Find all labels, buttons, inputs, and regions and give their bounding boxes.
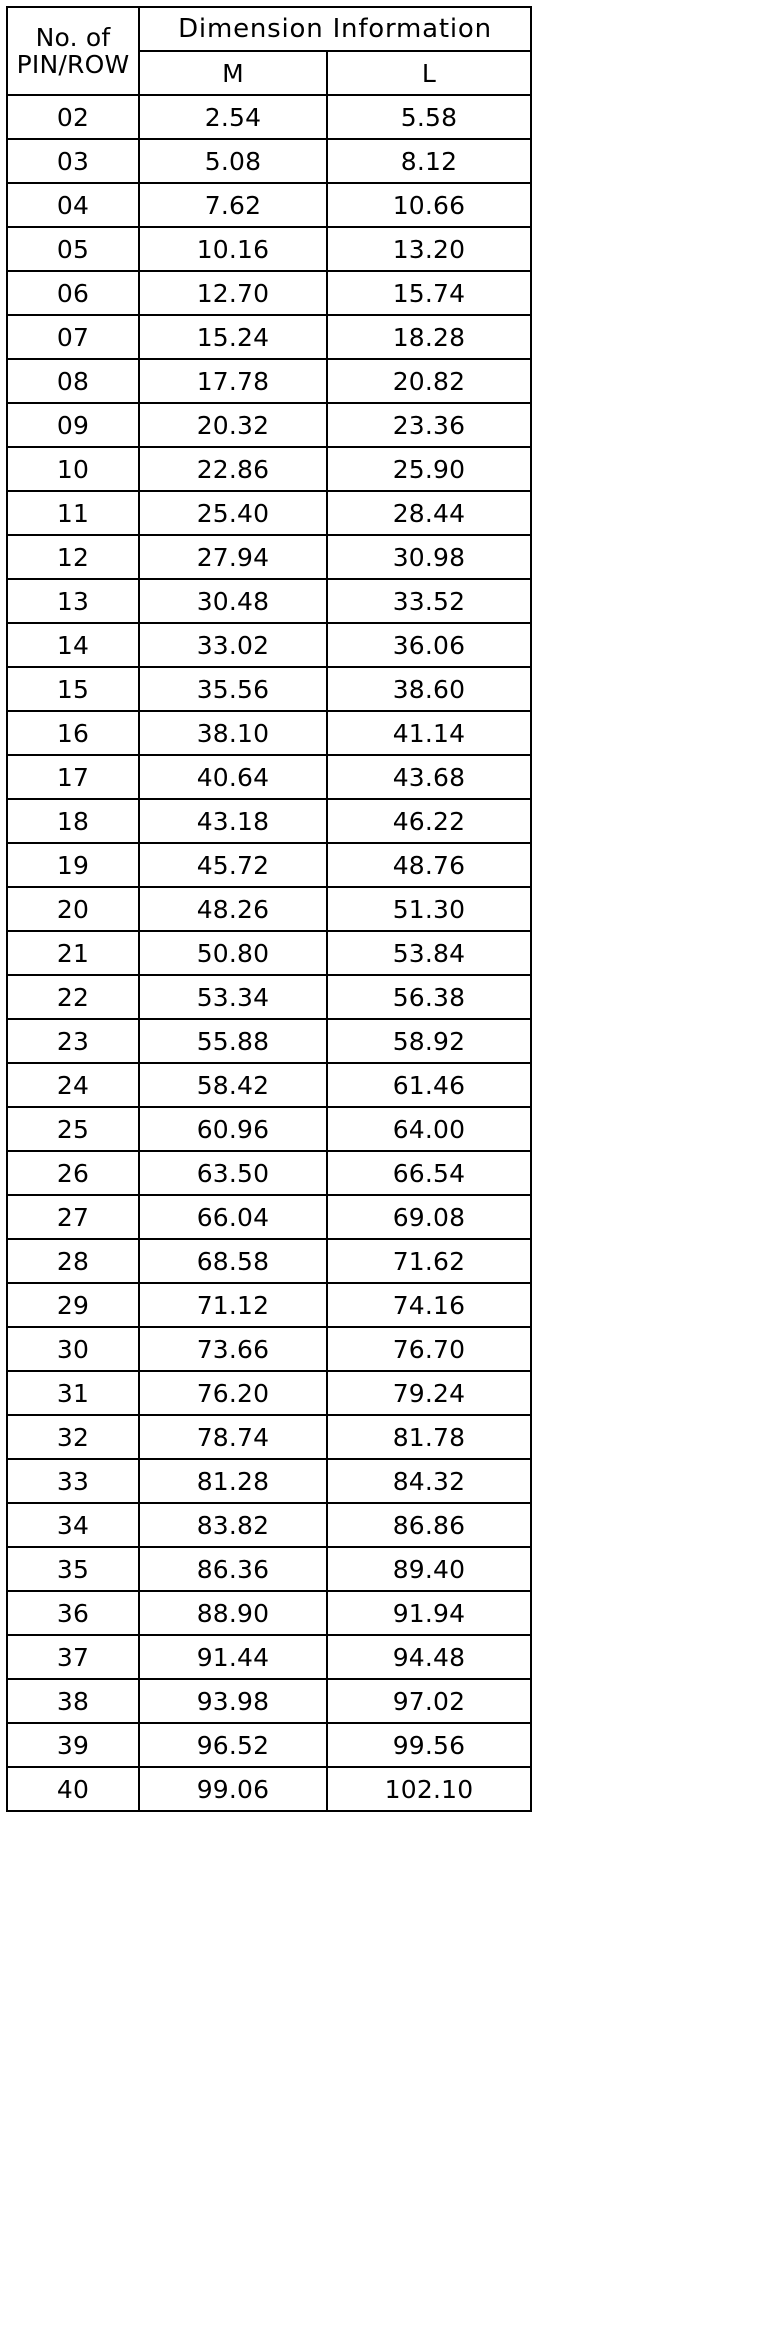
cell-pin-count: 24	[7, 1063, 139, 1107]
table-row	[7, 315, 531, 359]
cell-dimension-m: 78.74	[139, 1415, 327, 1459]
column-header-pin-line1: No. of	[35, 23, 111, 52]
cell-dimension-m: 27.94	[139, 535, 327, 579]
cell-dimension-m: 20.32	[139, 403, 327, 447]
cell-dimension-l: 30.98	[327, 535, 531, 579]
cell-dimension-m: 33.02	[139, 623, 327, 667]
cell-pin-count: 38	[7, 1679, 139, 1723]
table-row	[7, 1723, 531, 1767]
table-row	[7, 1107, 531, 1151]
cell-dimension-m: 43.18	[139, 799, 327, 843]
table-body	[7, 95, 531, 1811]
cell-dimension-m: 17.78	[139, 359, 327, 403]
table-row	[7, 623, 531, 667]
cell-dimension-m: 25.40	[139, 491, 327, 535]
cell-dimension-m: 66.04	[139, 1195, 327, 1239]
cell-dimension-l: 8.12	[327, 139, 531, 183]
table-row	[7, 1503, 531, 1547]
table-row	[7, 755, 531, 799]
cell-pin-count: 23	[7, 1019, 139, 1063]
cell-dimension-l: 43.68	[327, 755, 531, 799]
cell-dimension-l: 51.30	[327, 887, 531, 931]
dimension-information-label: Dimension Information	[178, 14, 492, 44]
cell-dimension-l: 86.86	[327, 1503, 531, 1547]
cell-dimension-l: 10.66	[327, 183, 531, 227]
column-header-m: M	[139, 51, 327, 95]
cell-dimension-l: 71.62	[327, 1239, 531, 1283]
cell-dimension-l: 20.82	[327, 359, 531, 403]
cell-dimension-m: 15.24	[139, 315, 327, 359]
column-header-pin-line2: PIN/ROW	[16, 50, 130, 79]
cell-pin-count: 05	[7, 227, 139, 271]
cell-pin-count: 18	[7, 799, 139, 843]
cell-dimension-l: 18.28	[327, 315, 531, 359]
cell-dimension-l: 66.54	[327, 1151, 531, 1195]
cell-dimension-m: 7.62	[139, 183, 327, 227]
table-row	[7, 1371, 531, 1415]
cell-pin-count: 36	[7, 1591, 139, 1635]
cell-dimension-m: 86.36	[139, 1547, 327, 1591]
table-row	[7, 271, 531, 315]
cell-dimension-m: 71.12	[139, 1283, 327, 1327]
cell-dimension-m: 53.34	[139, 975, 327, 1019]
cell-dimension-m: 10.16	[139, 227, 327, 271]
cell-dimension-m: 83.82	[139, 1503, 327, 1547]
cell-dimension-m: 38.10	[139, 711, 327, 755]
cell-pin-count: 09	[7, 403, 139, 447]
table-row	[7, 887, 531, 931]
table-row	[7, 711, 531, 755]
table-row	[7, 843, 531, 887]
cell-dimension-l: 102.10	[327, 1767, 531, 1811]
cell-dimension-l: 13.20	[327, 227, 531, 271]
cell-pin-count: 33	[7, 1459, 139, 1503]
cell-pin-count: 02	[7, 95, 139, 139]
cell-pin-count: 27	[7, 1195, 139, 1239]
cell-dimension-m: 22.86	[139, 447, 327, 491]
column-header-dimension-information	[139, 7, 531, 51]
cell-dimension-l: 38.60	[327, 667, 531, 711]
cell-dimension-m: 93.98	[139, 1679, 327, 1723]
cell-pin-count: 25	[7, 1107, 139, 1151]
table-row	[7, 491, 531, 535]
cell-pin-count: 04	[7, 183, 139, 227]
table-row	[7, 403, 531, 447]
cell-dimension-l: 74.16	[327, 1283, 531, 1327]
table-row	[7, 447, 531, 491]
table-row	[7, 1679, 531, 1723]
cell-pin-count: 17	[7, 755, 139, 799]
cell-pin-count: 32	[7, 1415, 139, 1459]
table-row	[7, 1635, 531, 1679]
cell-pin-count: 31	[7, 1371, 139, 1415]
cell-dimension-l: 5.58	[327, 95, 531, 139]
cell-dimension-l: 53.84	[327, 931, 531, 975]
table-row	[7, 1019, 531, 1063]
cell-dimension-m: 40.64	[139, 755, 327, 799]
table-row	[7, 579, 531, 623]
cell-dimension-l: 89.40	[327, 1547, 531, 1591]
document-sheet	[0, 6, 768, 2344]
cell-dimension-m: 48.26	[139, 887, 327, 931]
cell-pin-count: 26	[7, 1151, 139, 1195]
table-row	[7, 1459, 531, 1503]
cell-dimension-m: 45.72	[139, 843, 327, 887]
cell-pin-count: 19	[7, 843, 139, 887]
cell-pin-count: 20	[7, 887, 139, 931]
table-row	[7, 1547, 531, 1591]
cell-dimension-l: 25.90	[327, 447, 531, 491]
cell-dimension-m: 60.96	[139, 1107, 327, 1151]
cell-pin-count: 21	[7, 931, 139, 975]
cell-dimension-m: 12.70	[139, 271, 327, 315]
cell-pin-count: 07	[7, 315, 139, 359]
cell-dimension-l: 84.32	[327, 1459, 531, 1503]
cell-dimension-m: 55.88	[139, 1019, 327, 1063]
table-row	[7, 1415, 531, 1459]
cell-dimension-l: 46.22	[327, 799, 531, 843]
table-row	[7, 1767, 531, 1811]
cell-dimension-l: 23.36	[327, 403, 531, 447]
cell-pin-count: 11	[7, 491, 139, 535]
cell-dimension-l: 94.48	[327, 1635, 531, 1679]
cell-pin-count: 39	[7, 1723, 139, 1767]
cell-pin-count: 16	[7, 711, 139, 755]
cell-pin-count: 12	[7, 535, 139, 579]
cell-dimension-l: 33.52	[327, 579, 531, 623]
cell-pin-count: 06	[7, 271, 139, 315]
cell-pin-count: 14	[7, 623, 139, 667]
cell-dimension-m: 68.58	[139, 1239, 327, 1283]
cell-dimension-l: 97.02	[327, 1679, 531, 1723]
cell-dimension-l: 76.70	[327, 1327, 531, 1371]
cell-dimension-m: 73.66	[139, 1327, 327, 1371]
table-row	[7, 931, 531, 975]
cell-pin-count: 28	[7, 1239, 139, 1283]
dimension-information-table	[6, 6, 532, 1812]
cell-dimension-l: 58.92	[327, 1019, 531, 1063]
table-row	[7, 535, 531, 579]
cell-dimension-l: 15.74	[327, 271, 531, 315]
table-row	[7, 799, 531, 843]
table-row	[7, 667, 531, 711]
table-row	[7, 1195, 531, 1239]
cell-pin-count: 08	[7, 359, 139, 403]
cell-pin-count: 37	[7, 1635, 139, 1679]
table-row	[7, 95, 531, 139]
cell-dimension-m: 76.20	[139, 1371, 327, 1415]
cell-dimension-m: 96.52	[139, 1723, 327, 1767]
cell-dimension-l: 69.08	[327, 1195, 531, 1239]
column-header-pin-row	[7, 7, 139, 95]
cell-dimension-m: 2.54	[139, 95, 327, 139]
cell-dimension-l: 48.76	[327, 843, 531, 887]
table-row	[7, 1327, 531, 1371]
cell-pin-count: 03	[7, 139, 139, 183]
table-row	[7, 183, 531, 227]
cell-dimension-m: 81.28	[139, 1459, 327, 1503]
cell-dimension-m: 91.44	[139, 1635, 327, 1679]
cell-dimension-l: 91.94	[327, 1591, 531, 1635]
cell-pin-count: 30	[7, 1327, 139, 1371]
cell-pin-count: 40	[7, 1767, 139, 1811]
cell-dimension-m: 88.90	[139, 1591, 327, 1635]
table-header	[7, 7, 531, 95]
cell-dimension-m: 63.50	[139, 1151, 327, 1195]
cell-dimension-l: 28.44	[327, 491, 531, 535]
cell-dimension-m: 35.56	[139, 667, 327, 711]
cell-dimension-l: 61.46	[327, 1063, 531, 1107]
cell-dimension-l: 64.00	[327, 1107, 531, 1151]
table-row	[7, 359, 531, 403]
cell-dimension-m: 30.48	[139, 579, 327, 623]
table-row	[7, 1151, 531, 1195]
cell-dimension-m: 58.42	[139, 1063, 327, 1107]
cell-dimension-l: 79.24	[327, 1371, 531, 1415]
cell-pin-count: 13	[7, 579, 139, 623]
table-row	[7, 975, 531, 1019]
table-row	[7, 227, 531, 271]
table-row	[7, 1283, 531, 1327]
cell-pin-count: 34	[7, 1503, 139, 1547]
table-row	[7, 1591, 531, 1635]
column-header-l: L	[327, 51, 531, 95]
cell-dimension-l: 41.14	[327, 711, 531, 755]
table-row	[7, 1239, 531, 1283]
cell-dimension-m: 50.80	[139, 931, 327, 975]
cell-pin-count: 15	[7, 667, 139, 711]
cell-dimension-l: 36.06	[327, 623, 531, 667]
header-row-top	[7, 7, 531, 51]
cell-dimension-l: 81.78	[327, 1415, 531, 1459]
cell-dimension-l: 56.38	[327, 975, 531, 1019]
cell-dimension-m: 5.08	[139, 139, 327, 183]
cell-pin-count: 29	[7, 1283, 139, 1327]
cell-dimension-l: 99.56	[327, 1723, 531, 1767]
table-row	[7, 1063, 531, 1107]
cell-pin-count: 10	[7, 447, 139, 491]
table-row	[7, 139, 531, 183]
cell-pin-count: 22	[7, 975, 139, 1019]
cell-dimension-m: 99.06	[139, 1767, 327, 1811]
cell-pin-count: 35	[7, 1547, 139, 1591]
